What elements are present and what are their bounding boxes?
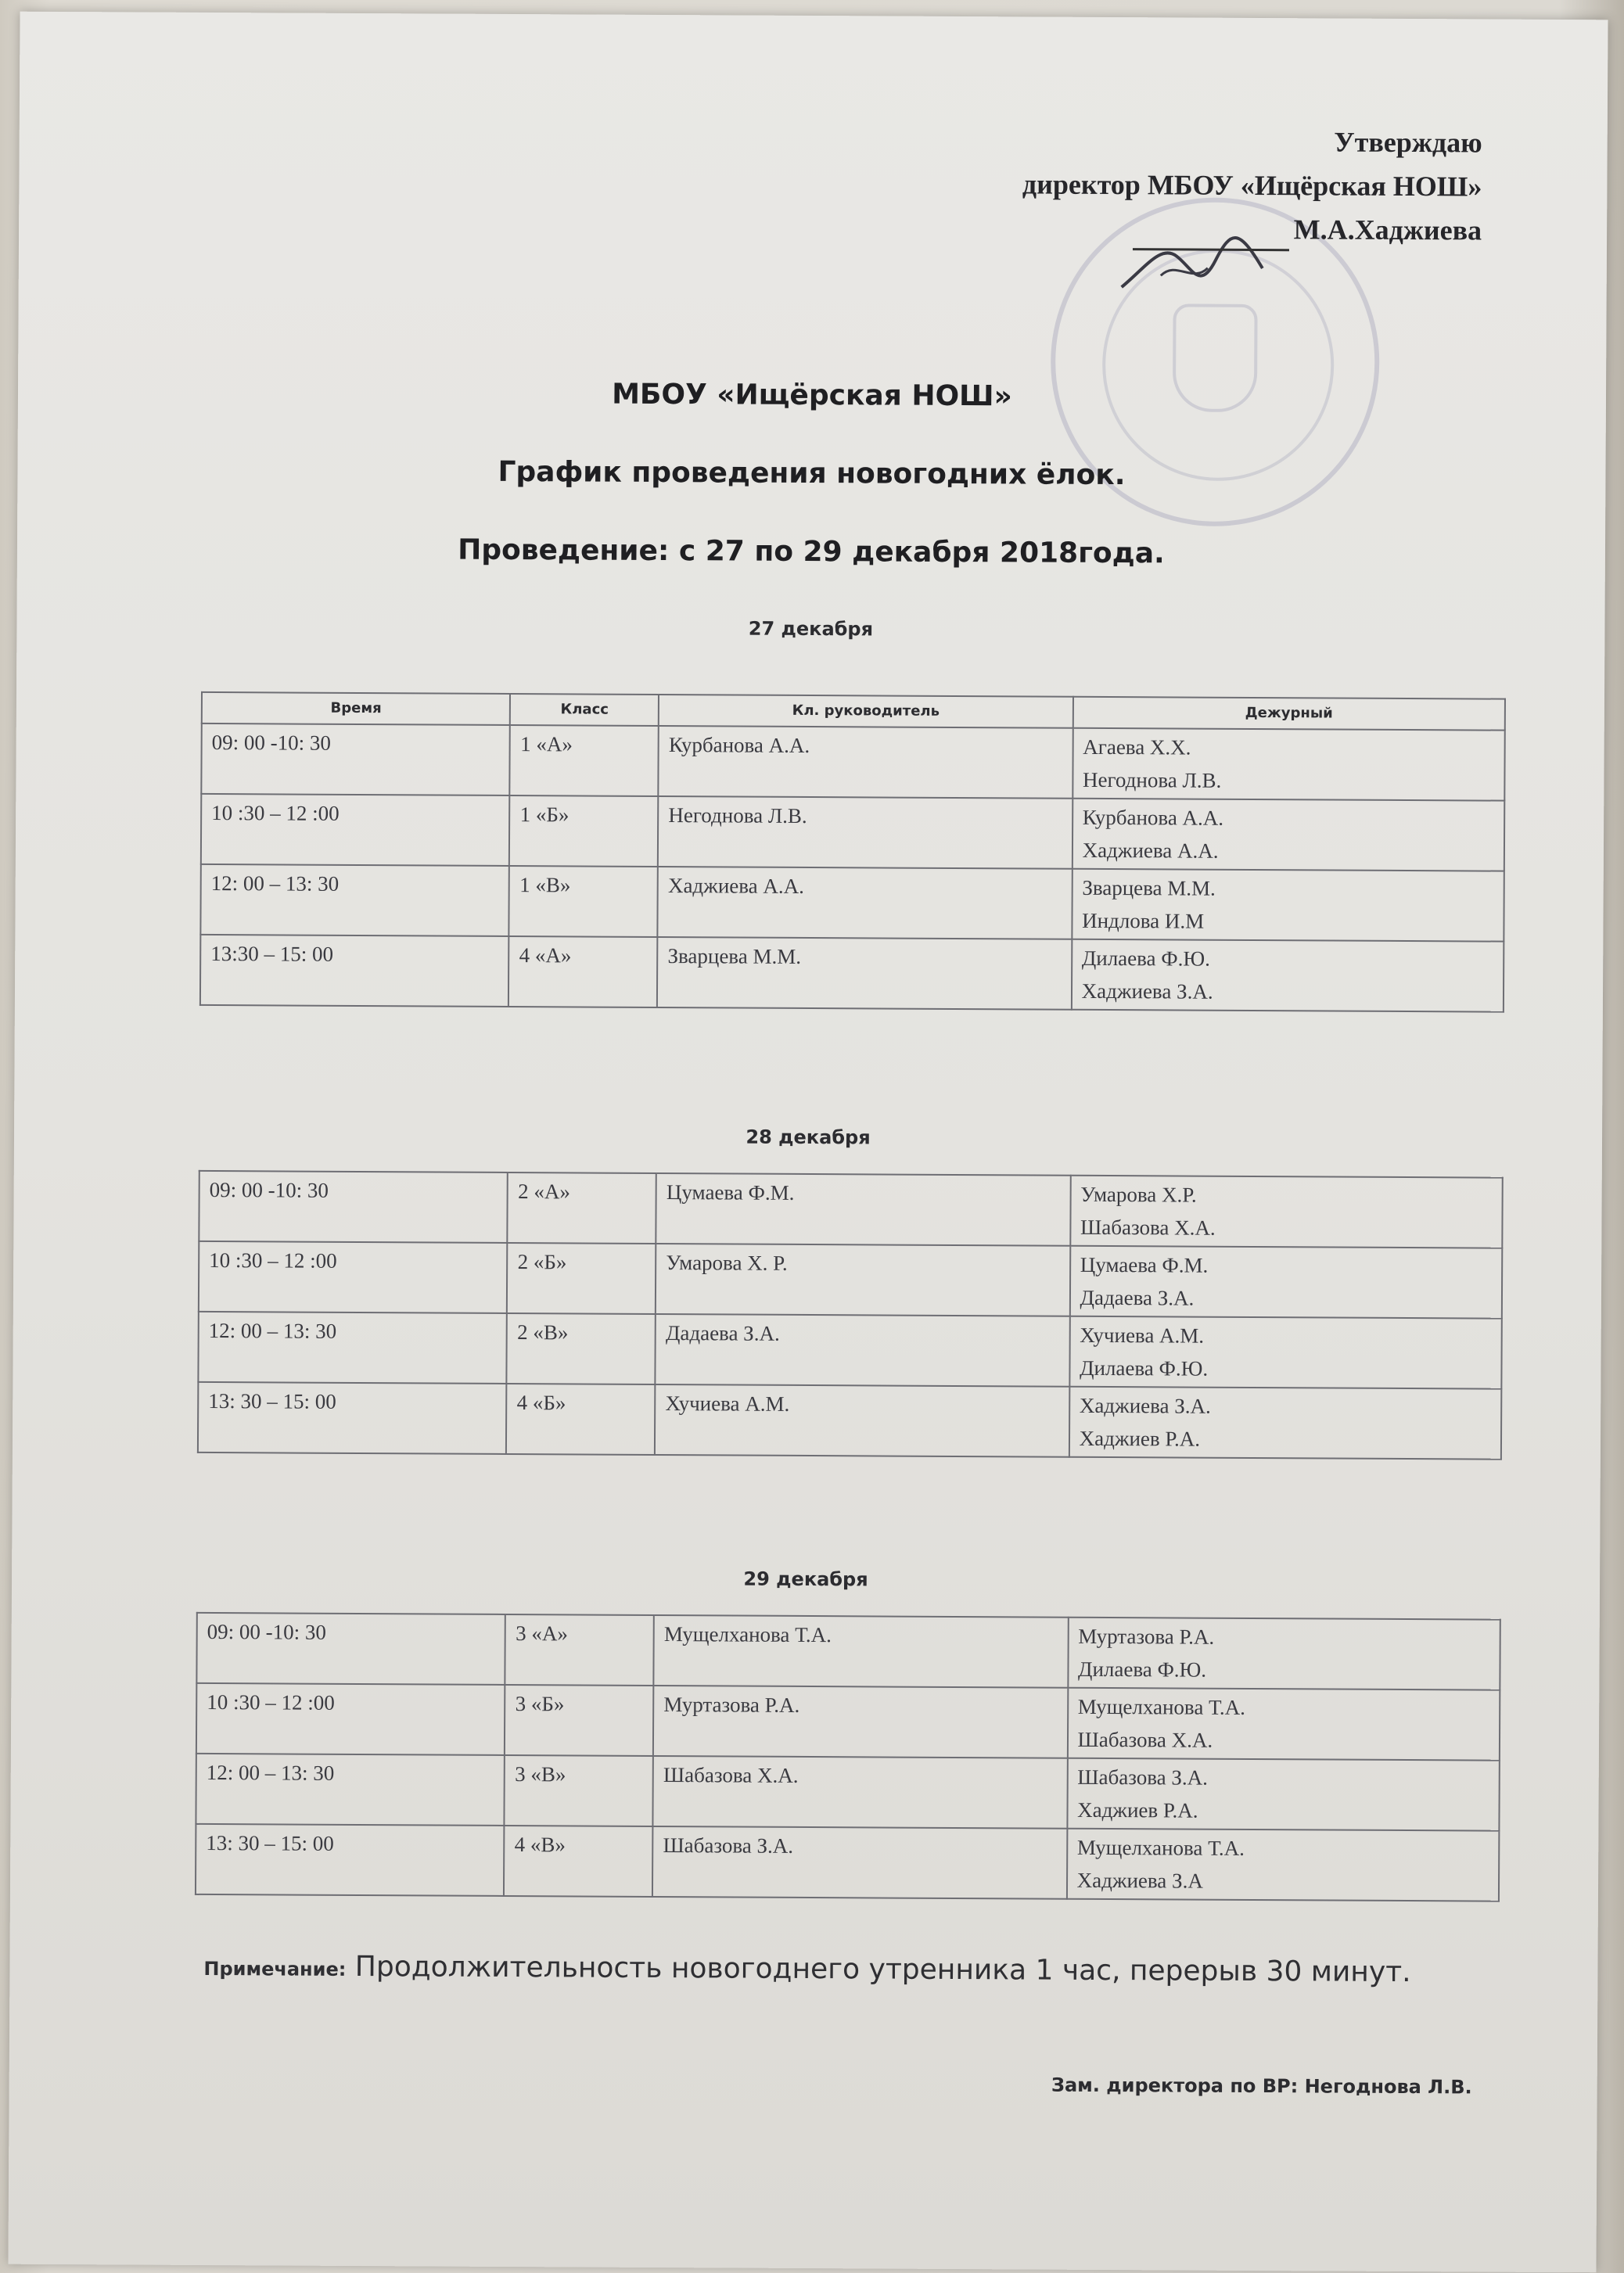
table-row xyxy=(196,1613,1500,1690)
cell-leader: Хаджиева А.А. xyxy=(658,867,1072,939)
note-label: Примечание: xyxy=(203,1957,347,1980)
table-row xyxy=(196,1683,1500,1761)
cell-leader: Цумаева Ф.М. xyxy=(656,1173,1071,1246)
document-title: График проведения новогодних ёлок. xyxy=(498,455,1126,492)
cell-duty xyxy=(1067,1758,1500,1831)
duty-name: Дадаева З.А. xyxy=(1080,1285,1195,1310)
cell-time: 13: 30 – 15: 00 xyxy=(196,1824,505,1896)
cell-leader: Шабазова З.А. xyxy=(652,1826,1067,1899)
duty-name: Мущелханова Т.А. xyxy=(1076,1835,1245,1860)
duty-name: Хучиева А.М. xyxy=(1080,1323,1205,1348)
cell-duty xyxy=(1069,1316,1502,1389)
table-row xyxy=(198,1382,1501,1460)
duty-name: Негоднова Л.В. xyxy=(1083,767,1222,792)
cell-leader: Муртазова Р.А. xyxy=(653,1686,1068,1758)
cell-class: 2 «А» xyxy=(508,1172,656,1244)
cell-leader: Шабазова Х.А. xyxy=(653,1756,1068,1829)
cell-time: 13:30 – 15: 00 xyxy=(200,935,509,1007)
school-name: МБОУ «Ищёрская НОШ» xyxy=(612,378,1012,413)
note-block xyxy=(203,1938,1455,2003)
cell-duty xyxy=(1067,1688,1500,1761)
table-row xyxy=(201,724,1504,801)
cell-time: 10 :30 – 12 :00 xyxy=(196,1683,505,1755)
duty-name: Хаджиева З.А. xyxy=(1079,1393,1211,1418)
cell-class: 2 «Б» xyxy=(507,1243,656,1314)
cell-class: 3 «Б» xyxy=(505,1685,653,1756)
table-row xyxy=(196,1824,1499,1901)
cell-duty xyxy=(1072,728,1505,801)
duty-name: Дилаева Ф.Ю. xyxy=(1080,1356,1209,1381)
duty-name: Дилаева Ф.Ю. xyxy=(1081,946,1210,971)
cell-time: 09: 00 -10: 30 xyxy=(201,724,510,795)
duty-name: Шабазова Х.А. xyxy=(1077,1727,1213,1752)
cell-time: 09: 00 -10: 30 xyxy=(199,1171,508,1243)
column-header-duty: Дежурный xyxy=(1072,697,1505,731)
duty-name: Хаджиев Р.А. xyxy=(1079,1426,1201,1451)
schedule-table-27 xyxy=(199,691,1506,1013)
cell-duty xyxy=(1067,1829,1500,1901)
cell-duty xyxy=(1069,1246,1502,1319)
cell-time: 13: 30 – 15: 00 xyxy=(198,1382,507,1454)
cell-duty xyxy=(1069,1387,1502,1460)
cell-duty xyxy=(1072,799,1504,871)
period-line: Проведение: с 27 по 29 декабря 2018года. xyxy=(458,533,1165,570)
approval-position: директор МБОУ «Ищёрская НОШ» xyxy=(1022,168,1482,203)
cell-time: 10 :30 – 12 :00 xyxy=(199,1241,508,1313)
cell-leader: Хучиева А.М. xyxy=(655,1384,1069,1457)
duty-name: Хаджиева А.А. xyxy=(1082,838,1219,863)
cell-time: 10 :30 – 12 :00 xyxy=(201,794,510,866)
cell-time: 09: 00 -10: 30 xyxy=(196,1613,505,1685)
cell-leader: Дадаева З.А. xyxy=(656,1314,1070,1387)
duty-name: Хаджиева З.А. xyxy=(1081,979,1213,1004)
schedule-table-28 xyxy=(197,1170,1504,1460)
duty-name: Агаева Х.Х. xyxy=(1083,734,1191,759)
duty-name: Хаджиева З.А xyxy=(1076,1868,1203,1893)
duty-name: Шабазова Х.А. xyxy=(1080,1215,1216,1240)
column-header-time: Время xyxy=(202,692,511,725)
cell-time: 12: 00 – 13: 30 xyxy=(198,1312,507,1384)
duty-name: Мущелханова Т.А. xyxy=(1077,1694,1245,1719)
column-header-leader: Кл. руководитель xyxy=(659,695,1073,728)
cell-class: 3 «А» xyxy=(505,1614,654,1686)
approval-name: М.А.Хаджиева xyxy=(1293,214,1482,246)
cell-class: 2 «В» xyxy=(507,1313,656,1384)
duty-name: Муртазова Р.А. xyxy=(1078,1624,1215,1649)
cell-leader: Мущелханова Т.А. xyxy=(654,1615,1069,1688)
cell-duty xyxy=(1072,939,1504,1012)
table-row xyxy=(199,1171,1502,1248)
cell-time: 12: 00 – 13: 30 xyxy=(196,1754,505,1826)
cell-class: 3 «В» xyxy=(505,1755,653,1826)
duty-name: Индлова И.М xyxy=(1082,908,1205,933)
cell-class: 4 «А» xyxy=(508,936,657,1007)
deputy-signature-line: Зам. директора по ВР: Негоднова Л.В. xyxy=(1051,2074,1472,2099)
cell-class: 4 «В» xyxy=(504,1826,652,1897)
day-title-29: 29 декабря xyxy=(743,1567,868,1591)
approval-block xyxy=(887,118,1482,253)
cell-class: 4 «Б» xyxy=(506,1384,655,1455)
paper-sheet xyxy=(8,12,1608,2273)
duty-name: Хаджиев Р.А. xyxy=(1077,1797,1198,1822)
duty-name: Цумаева Ф.М. xyxy=(1080,1252,1209,1277)
table-row xyxy=(201,794,1504,871)
duty-name: Курбанова А.А. xyxy=(1082,805,1224,830)
table-row xyxy=(198,1312,1501,1389)
table-row xyxy=(196,1754,1499,1831)
approval-signature-line xyxy=(887,206,1482,253)
cell-duty xyxy=(1072,869,1504,942)
duty-name: Зварцева М.М. xyxy=(1082,875,1216,900)
cell-class: 1 «В» xyxy=(509,866,658,937)
schedule-table-29 xyxy=(195,1612,1501,1902)
approval-heading: Утверждаю xyxy=(1334,126,1482,159)
cell-time: 12: 00 – 13: 30 xyxy=(200,864,509,936)
table-row xyxy=(200,935,1504,1012)
duty-name: Шабазова З.А. xyxy=(1077,1765,1209,1790)
table-row xyxy=(200,864,1504,942)
cell-duty xyxy=(1068,1618,1500,1690)
note-text: Продолжительность новогоднего утренника 1 час, перерыв 30 минут. xyxy=(354,1950,1411,1989)
column-header-class: Класс xyxy=(510,694,659,726)
cell-leader: Умарова Х. Р. xyxy=(656,1244,1070,1316)
cell-leader: Зварцева М.М. xyxy=(657,937,1072,1010)
cell-leader: Курбанова А.А. xyxy=(659,726,1073,799)
cell-class: 1 «А» xyxy=(510,725,659,796)
cell-leader: Негоднова Л.В. xyxy=(658,796,1072,869)
day-title-27: 27 декабря xyxy=(748,617,874,641)
cell-class: 1 «Б» xyxy=(509,795,658,867)
table-row xyxy=(199,1241,1502,1319)
day-title-28: 28 декабря xyxy=(746,1126,871,1149)
cell-duty xyxy=(1070,1176,1503,1248)
duty-name: Дилаева Ф.Ю. xyxy=(1077,1657,1207,1682)
duty-name: Умарова Х.Р. xyxy=(1080,1182,1197,1207)
